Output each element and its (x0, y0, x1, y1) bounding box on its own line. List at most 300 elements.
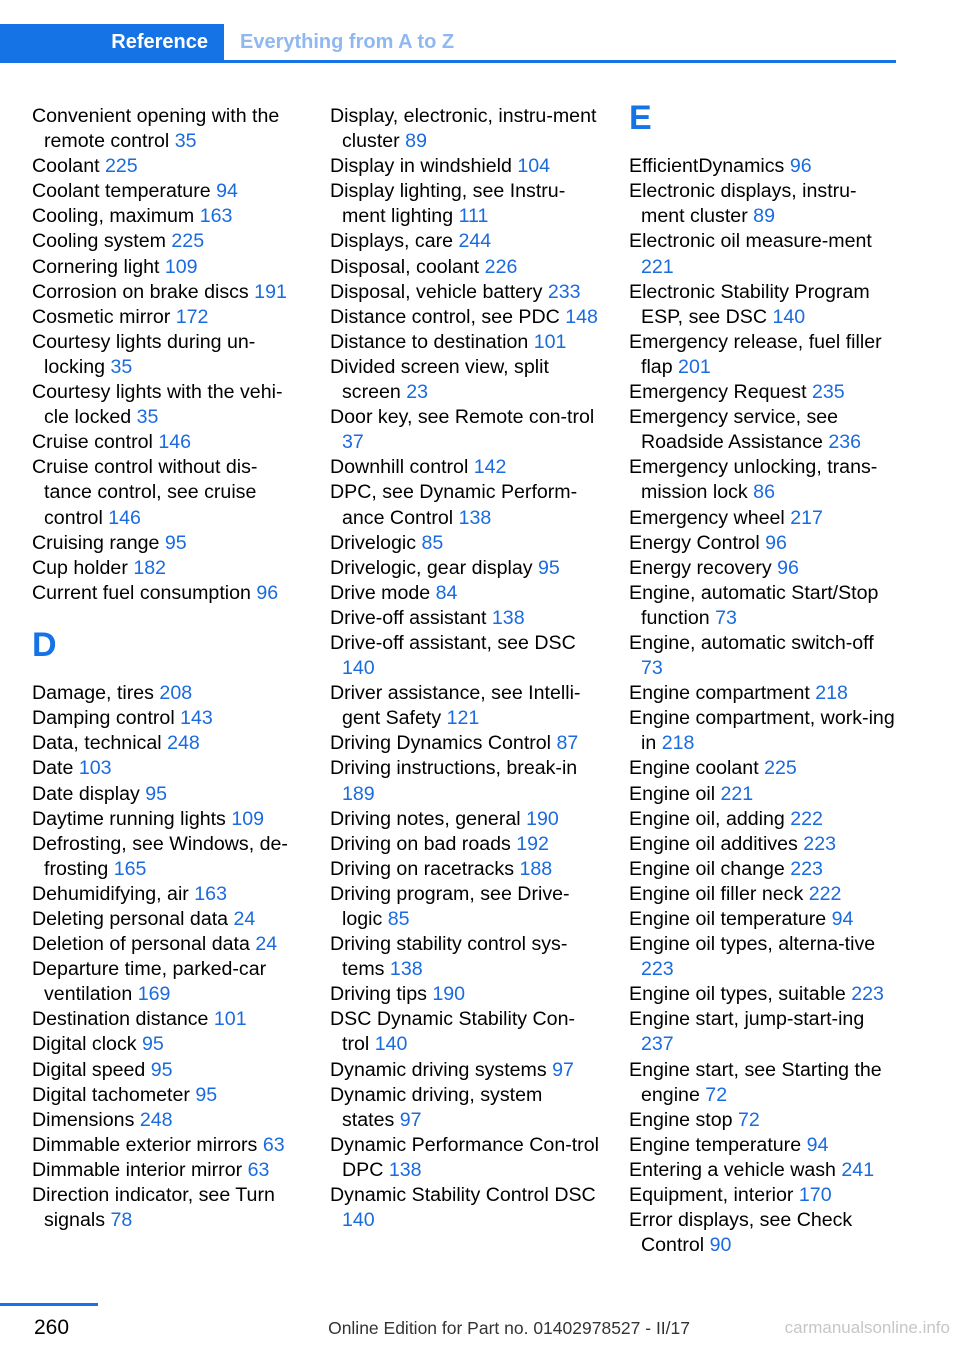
index-column-3 (629, 99, 899, 1258)
index-entry (629, 982, 899, 1007)
page-link[interactable]: 163 (194, 882, 227, 905)
page-link[interactable]: 218 (661, 732, 695, 755)
entry-term: Departure time, parked-car ventilation (32, 958, 267, 1006)
index-entry (629, 280, 899, 330)
index-entry (330, 857, 600, 882)
entry-term: Coolant temperature (32, 180, 211, 203)
entry-term: Displays, care (330, 230, 454, 253)
page-link[interactable]: 73 (715, 606, 737, 629)
index-entry (330, 229, 600, 254)
page-link[interactable]: 233 (547, 280, 581, 303)
entry-term: Driver assistance, see Intelli-gent Safety (330, 682, 581, 730)
entry-term: Defrosting, see Windows, de-frosting (32, 832, 288, 880)
index-entry (629, 1133, 899, 1158)
page-link[interactable]: 165 (113, 857, 147, 880)
page-link[interactable]: 248 (167, 732, 200, 755)
entry-term: Deletion of personal data (32, 933, 250, 956)
index-entry (330, 556, 600, 581)
index-entry (330, 405, 600, 455)
index-entry (32, 807, 302, 832)
index-entry (330, 531, 600, 556)
index-entry (629, 405, 899, 455)
index-entry (32, 455, 302, 530)
index-entry (32, 531, 302, 556)
index-entry (330, 606, 600, 631)
index-entry (32, 1058, 302, 1083)
index-entry (629, 1058, 899, 1108)
section-letter: D (32, 625, 57, 664)
entry-term: Dimmable interior mirror (32, 1158, 243, 1181)
entry-term: Engine coolant (629, 757, 759, 780)
page-link[interactable]: 95 (145, 782, 168, 805)
index-entry (32, 556, 302, 581)
entry-term: Digital speed (32, 1058, 146, 1081)
index-entry (32, 882, 302, 907)
index-entry (32, 430, 302, 455)
entry-term: Dynamic driving systems (330, 1058, 547, 1081)
page-link[interactable]: 72 (705, 1083, 728, 1106)
entry-term: Downhill control (330, 456, 469, 479)
page-link[interactable]: 95 (538, 556, 560, 579)
page-link[interactable]: 73 (641, 657, 663, 680)
index-entry (330, 731, 600, 756)
entry-term: Emergency Request (629, 381, 807, 404)
entry-term: Disposal, vehicle battery (330, 280, 543, 303)
index-entry (330, 1007, 600, 1057)
entry-term: DSC Dynamic Stability Con-trol (330, 1008, 575, 1056)
page-link[interactable]: 142 (473, 456, 507, 479)
entry-term: Date (32, 757, 74, 780)
page-link[interactable]: 223 (641, 958, 674, 981)
index-entry (32, 907, 302, 932)
entry-term: Electronic Stability Program ESP, see DSC (629, 280, 870, 328)
entry-term: Error displays, see Check Control (629, 1209, 853, 1257)
index-entry (32, 832, 302, 882)
index-entry (629, 782, 899, 807)
entry-term: Display, electronic, instru-ment cluster (330, 105, 597, 153)
index-entry (629, 756, 899, 781)
entry-term: Damping control (32, 707, 175, 730)
entry-term: Current fuel consumption (32, 581, 251, 604)
entry-term: Courtesy lights during un-locking (32, 330, 256, 378)
index-entry (629, 631, 899, 681)
page-link[interactable]: 169 (137, 983, 171, 1006)
page-link[interactable]: 94 (806, 1133, 829, 1156)
index-entry (330, 1183, 600, 1233)
entry-term: Cup holder (32, 556, 128, 579)
page-link[interactable]: 140 (772, 305, 806, 328)
page-link[interactable]: 221 (720, 782, 754, 805)
page-link[interactable]: 225 (764, 757, 797, 780)
index-entry (32, 731, 302, 756)
page-link[interactable]: 111 (458, 205, 489, 228)
entry-term: Engine oil (629, 782, 716, 805)
index-entry (330, 832, 600, 857)
page-link[interactable]: 89 (753, 205, 775, 228)
index-entry (330, 305, 600, 330)
index-entry (32, 706, 302, 731)
page-link[interactable]: 190 (432, 983, 466, 1006)
entry-term: Cruise control without dis-tance control, see cruise control (32, 456, 258, 529)
entry-term: Damage, tires (32, 682, 154, 705)
page-link[interactable]: 63 (262, 1133, 285, 1156)
page-link[interactable]: 148 (565, 305, 598, 328)
page-link[interactable]: 226 (484, 255, 518, 278)
page-link[interactable]: 97 (552, 1058, 574, 1081)
page-link[interactable]: 104 (517, 155, 551, 178)
index-entry (32, 932, 302, 957)
entry-term: Driving program, see Drive-logic (330, 882, 570, 930)
index-entry (330, 631, 600, 681)
page-link[interactable]: 109 (231, 807, 265, 830)
page-link[interactable]: 241 (841, 1158, 875, 1181)
entry-term: Drivelogic (330, 531, 417, 554)
page-link[interactable]: 37 (342, 431, 364, 454)
index-entry (330, 1058, 600, 1083)
entry-term: Drive mode (330, 581, 431, 604)
page-link[interactable]: 24 (255, 933, 278, 956)
index-entry (629, 1183, 899, 1208)
index-entry (32, 305, 302, 330)
page-link[interactable]: 208 (159, 682, 193, 705)
tab-everything-a-to-z[interactable]: Everything from A to Z (240, 31, 455, 53)
index-entry (32, 280, 302, 305)
index-entry (629, 455, 899, 505)
page-link[interactable]: 89 (405, 130, 427, 153)
page-link[interactable]: 138 (491, 606, 525, 629)
index-entry (629, 706, 899, 756)
entry-term: Coolant (32, 155, 100, 178)
index-entry (629, 154, 899, 179)
page-link[interactable]: 223 (790, 857, 823, 880)
page-number: 260 (34, 1316, 70, 1339)
section-gap (32, 606, 302, 631)
page-link[interactable]: 222 (790, 807, 823, 830)
index-entry (330, 1133, 600, 1183)
index-entry (32, 581, 302, 606)
entry-term: Drive-off assistant, see DSC (330, 631, 576, 654)
page-link[interactable]: 140 (374, 1033, 408, 1056)
index-entry (629, 531, 899, 556)
tab-reference[interactable]: Reference (0, 24, 224, 60)
entry-term: Date display (32, 782, 140, 805)
index-entry (32, 957, 302, 1007)
entry-term: Cosmetic mirror (32, 305, 171, 328)
page-link[interactable]: 138 (458, 506, 492, 529)
index-entry (629, 932, 899, 982)
entry-term: Engine oil additives (629, 832, 798, 855)
entry-term: Dynamic Stability Control DSC (330, 1184, 596, 1207)
entry-term: Driving instructions, break-in (330, 757, 578, 780)
index-entry (330, 882, 600, 932)
entry-term: Electronic displays, instru-ment cluster (629, 180, 857, 228)
index-entry (629, 1208, 899, 1258)
page-link[interactable]: 188 (519, 857, 553, 880)
page-link[interactable]: 78 (110, 1209, 133, 1232)
page-link[interactable]: 218 (815, 682, 848, 705)
entry-term: Distance to destination (330, 330, 529, 353)
entry-term: Data, technical (32, 732, 162, 755)
page-link[interactable]: 225 (105, 155, 138, 178)
entry-term: Engine oil, adding (629, 807, 785, 830)
index-entry (629, 681, 899, 706)
page-link[interactable]: 223 (803, 832, 836, 855)
index-entry (330, 179, 600, 229)
index-entry (629, 330, 899, 380)
entry-term: Driving Dynamics Control (330, 732, 552, 755)
index-entry (32, 179, 302, 204)
page-header (0, 24, 896, 62)
page-link[interactable]: 146 (108, 506, 141, 529)
entry-term: Engine oil temperature (629, 908, 827, 930)
entry-term: Emergency release, fuel filler flap (629, 330, 882, 378)
index-entry (330, 480, 600, 530)
entry-term: Driving notes, general (330, 807, 521, 830)
entry-term: Door key, see Remote con-trol (330, 406, 595, 429)
entry-term: Engine, automatic switch-off (629, 631, 874, 654)
page-link[interactable]: 170 (798, 1184, 832, 1207)
entry-term: Emergency unlocking, trans-mission lock (629, 456, 878, 504)
entry-term: Cornering light (32, 255, 160, 278)
entry-term: Entering a vehicle wash (629, 1158, 836, 1181)
entry-term: Courtesy lights with the vehi-cle locked (32, 381, 283, 429)
page-link[interactable]: 109 (164, 255, 198, 278)
page-link[interactable]: 201 (678, 355, 711, 378)
entry-term: Cooling, maximum (32, 205, 195, 228)
page-link[interactable]: 95 (142, 1033, 164, 1056)
entry-term: Dimmable exterior mirrors (32, 1133, 258, 1156)
entry-term: Emergency service, see Roadside Assistance (629, 406, 839, 454)
entry-term: Engine temperature (629, 1133, 802, 1156)
edition-note: Online Edition for Part no. 01402978527 - II/17 (328, 1318, 690, 1338)
index-entry (330, 681, 600, 731)
entry-term: Energy recovery (629, 556, 772, 579)
entry-term: Engine, automatic Start/Stop function (629, 581, 879, 629)
page-link[interactable]: 35 (136, 406, 159, 429)
page-link[interactable]: 138 (389, 958, 423, 981)
entry-term: Driving on racetracks (330, 857, 515, 880)
index-entry (629, 1007, 899, 1057)
page-link[interactable]: 140 (342, 1209, 375, 1232)
index-entry (32, 154, 302, 179)
entry-term: Cruising range (32, 531, 160, 554)
index-entry (32, 1108, 302, 1133)
page-link[interactable]: 189 (342, 782, 375, 805)
page-link[interactable]: 24 (233, 908, 256, 930)
footer-rule (0, 1303, 98, 1306)
index-entry (32, 204, 302, 229)
index-entry (330, 982, 600, 1007)
page-link[interactable]: 190 (526, 807, 559, 830)
index-entry (32, 1032, 302, 1057)
entry-term: Engine oil types, suitable (629, 983, 846, 1006)
entry-term: Disposal, coolant (330, 255, 480, 278)
page-link[interactable]: 236 (828, 431, 862, 454)
index-entry (629, 556, 899, 581)
section-letter: E (629, 99, 652, 137)
entry-term: Energy Control (629, 531, 760, 554)
entry-term: Driving stability control sys-tems (330, 933, 568, 981)
page-link[interactable]: 223 (851, 983, 884, 1006)
index-entry (32, 255, 302, 280)
index-entry (32, 1158, 302, 1183)
index-entry (330, 104, 600, 154)
entry-term: Dimensions (32, 1108, 135, 1131)
entry-term: Daytime running lights (32, 807, 226, 830)
index-entry (32, 782, 302, 807)
page-link[interactable]: 101 (533, 330, 567, 353)
index-entry (330, 280, 600, 305)
index-entry (32, 756, 302, 781)
index-entry (629, 807, 899, 832)
page-link[interactable]: 95 (195, 1083, 218, 1106)
page-link[interactable]: 94 (831, 908, 854, 930)
index-entry (330, 355, 600, 405)
entry-term: Driving on bad roads (330, 832, 511, 855)
entry-term: Digital tachometer (32, 1083, 190, 1106)
page-link[interactable]: 101 (213, 1008, 247, 1031)
page-link[interactable]: 86 (753, 481, 775, 504)
entry-term: Engine start, jump-start-ing (629, 1008, 865, 1031)
index-entry (330, 154, 600, 179)
page-link[interactable]: 96 (789, 155, 812, 178)
index-entry (330, 756, 600, 806)
page-link[interactable]: 63 (247, 1158, 270, 1181)
entry-term: Deleting personal data (32, 908, 229, 930)
entry-term: Digital clock (32, 1033, 137, 1056)
entry-term: Engine stop (629, 1108, 733, 1131)
index-entry (330, 330, 600, 355)
index-entry (629, 857, 899, 882)
page-link[interactable]: 163 (199, 205, 233, 228)
entry-term: Engine compartment (629, 682, 810, 705)
page-link[interactable]: 23 (406, 381, 429, 404)
index-entry (32, 1183, 302, 1233)
entry-term: Equipment, interior (629, 1184, 794, 1207)
page-link[interactable]: 222 (808, 882, 842, 905)
page-link[interactable]: 146 (158, 431, 192, 454)
page-link[interactable]: 94 (216, 180, 238, 203)
page-link[interactable]: 87 (556, 732, 579, 755)
entry-term: Dynamic driving, system states (330, 1083, 543, 1131)
entry-term: Emergency wheel (629, 506, 785, 529)
page-link[interactable]: 138 (388, 1158, 422, 1181)
entry-term: Destination distance (32, 1008, 209, 1031)
entry-term: Engine compartment, work-ing in (629, 707, 895, 755)
index-entry (32, 330, 302, 380)
entry-term: Drivelogic, gear display (330, 556, 533, 579)
site-watermark: carmanualsonline.info (784, 1318, 950, 1337)
entry-term: Engine oil types, alterna-tive (629, 933, 876, 956)
page-link[interactable]: 191 (254, 280, 287, 303)
index-entry (629, 179, 899, 229)
page-link[interactable]: 103 (78, 757, 112, 780)
entry-term: Engine oil filler neck (629, 882, 804, 905)
page-link[interactable]: 121 (446, 707, 480, 730)
index-entry (629, 229, 899, 279)
entry-term: Convenient opening with the remote control (32, 105, 280, 153)
index-entry (330, 807, 600, 832)
page-link[interactable]: 172 (175, 305, 209, 328)
index-entry (330, 1083, 600, 1133)
entry-term: Display in windshield (330, 155, 512, 178)
page-link[interactable]: 237 (641, 1033, 674, 1056)
page-link[interactable]: 90 (709, 1234, 732, 1257)
index-entry (32, 380, 302, 430)
page-link[interactable]: 84 (435, 581, 458, 604)
page-link[interactable]: 235 (811, 381, 845, 404)
header-rule (0, 60, 896, 63)
page-link[interactable]: 95 (164, 531, 187, 554)
index-column-2 (330, 104, 600, 1233)
index-entry (629, 832, 899, 857)
entry-term: EfficientDynamics (629, 155, 785, 178)
index-entry (32, 229, 302, 254)
entry-term: Drive-off assistant (330, 606, 487, 629)
index-entry (629, 1108, 899, 1133)
page-link[interactable]: 35 (110, 355, 133, 378)
page-link[interactable]: 244 (458, 230, 492, 253)
page-link[interactable]: 192 (516, 832, 549, 855)
index-entry (629, 882, 899, 907)
index-entry (32, 1007, 302, 1032)
entry-term: Dehumidifying, air (32, 882, 189, 905)
entry-term: Engine oil change (629, 857, 785, 880)
page-link[interactable]: 85 (421, 531, 444, 554)
page-link[interactable]: 95 (150, 1058, 173, 1081)
page-link[interactable]: 140 (342, 657, 375, 680)
index-entry (32, 1133, 302, 1158)
index-entry (32, 681, 302, 706)
index-entry (330, 581, 600, 606)
entry-term: Direction indicator, see Turn signals (32, 1184, 275, 1232)
entry-term: Corrosion on brake discs (32, 280, 249, 303)
entry-term: Engine start, see Starting the engine (629, 1058, 882, 1106)
page-link[interactable]: 248 (139, 1108, 173, 1131)
index-entry (629, 1158, 899, 1183)
index-entry (629, 581, 899, 631)
page-link[interactable]: 96 (765, 531, 787, 554)
page-link[interactable]: 225 (171, 230, 205, 253)
index-entry (330, 255, 600, 280)
page-link[interactable]: 72 (737, 1108, 760, 1131)
index-entry (32, 104, 302, 154)
page-link[interactable]: 96 (256, 581, 279, 604)
page-link[interactable]: 221 (641, 255, 674, 278)
page-link[interactable]: 182 (133, 556, 167, 579)
entry-term: DPC, see Dynamic Perform-ance Control (330, 481, 578, 529)
page-link[interactable]: 143 (180, 707, 213, 730)
index-entry (32, 1083, 302, 1108)
index-column-1 (32, 104, 302, 1233)
entry-term: Driving tips (330, 983, 427, 1006)
entry-term: Display lighting, see Instru-ment lighting (330, 180, 566, 228)
entry-term: Cooling system (32, 230, 166, 253)
page-link[interactable]: 85 (387, 908, 410, 930)
index-entry (629, 380, 899, 405)
entry-term: Cruise control (32, 431, 153, 454)
page-link[interactable]: 97 (399, 1108, 422, 1131)
index-entry (629, 506, 899, 531)
page-link[interactable]: 217 (790, 506, 823, 529)
entry-term: Electronic oil measure-ment (629, 230, 872, 253)
page-link[interactable]: 35 (174, 130, 197, 153)
entry-term: Dynamic Performance Con-trol DPC (330, 1133, 599, 1181)
page-link[interactable]: 96 (777, 556, 799, 579)
index-entry (330, 455, 600, 480)
index-entry (330, 932, 600, 982)
entry-term: Distance control, see PDC (330, 305, 560, 328)
